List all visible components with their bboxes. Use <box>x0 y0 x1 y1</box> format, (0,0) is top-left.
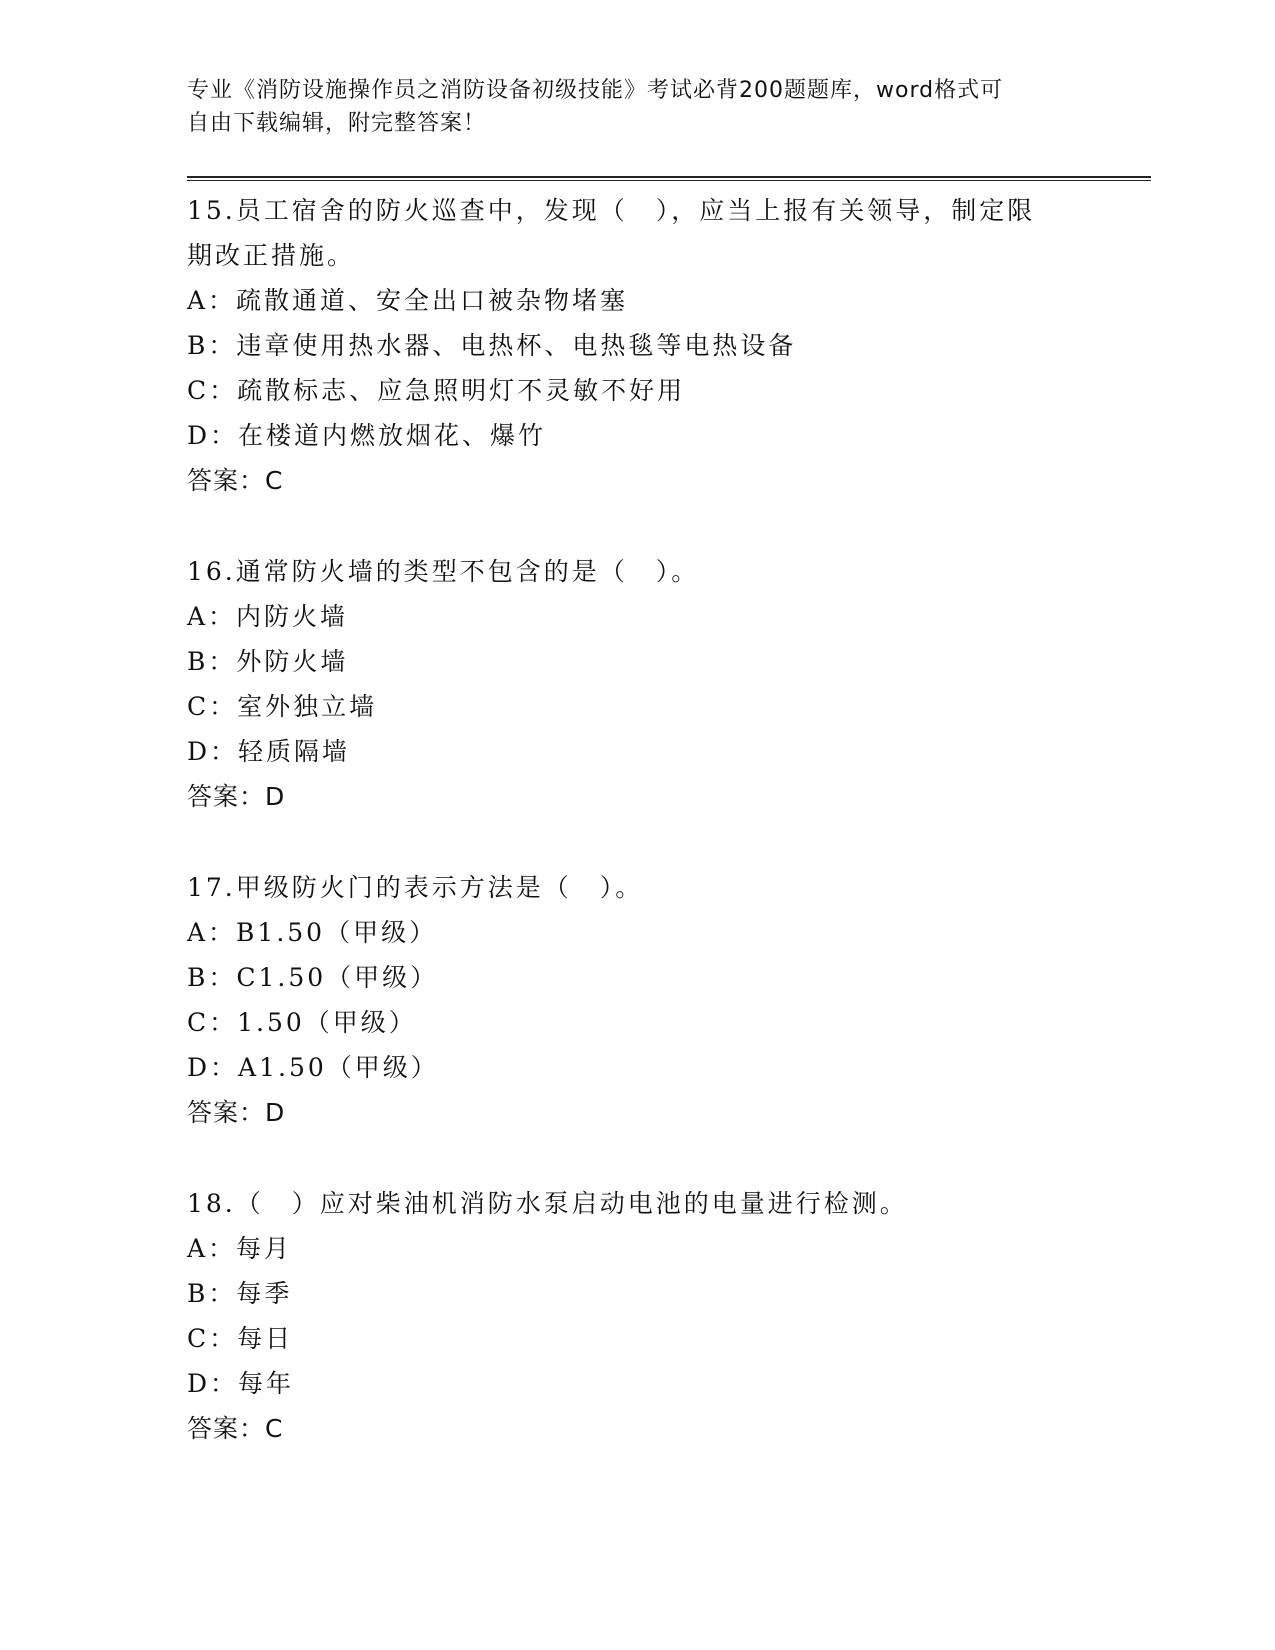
question-15 <box>187 188 1087 503</box>
answer: 答案：C <box>187 466 284 495</box>
option-b: B：违章使用热水器、电热杯、电热毯等电热设备 <box>187 331 797 360</box>
option-a: A：疏散通道、安全出口被杂物堵塞 <box>187 286 629 315</box>
question-stem-line: 18.（ ）应对柴油机消防水泵启动电池的电量进行检测。 <box>187 1189 908 1218</box>
option-d: D：每年 <box>187 1369 295 1398</box>
header-divider <box>187 176 1151 181</box>
question-16 <box>187 549 1087 819</box>
question-17 <box>187 865 1087 1135</box>
question-stem-line: 17.甲级防火门的表示方法是（ ）。 <box>187 873 644 902</box>
answer: 答案：D <box>187 782 286 811</box>
option-c: C：疏散标志、应急照明灯不灵敏不好用 <box>187 376 686 405</box>
option-c: C：1.50（甲级） <box>187 1008 417 1037</box>
option-d: D：轻质隔墙 <box>187 737 351 766</box>
answer: 答案：D <box>187 1098 286 1127</box>
option-b: B：C1.50（甲级） <box>187 963 439 992</box>
question-stem-line: 16.通常防火墙的类型不包含的是（ ）。 <box>187 557 700 586</box>
document-header <box>187 74 1067 140</box>
option-c: C：每日 <box>187 1324 294 1353</box>
option-b: B：每季 <box>187 1279 293 1308</box>
question-18 <box>187 1181 1087 1451</box>
question-stem-line: 15.员工宿舍的防火巡查中，发现（ ），应当上报有关领导，制定限 <box>187 196 1036 225</box>
option-b: B：外防火墙 <box>187 647 349 676</box>
option-a: A：B1.50（甲级） <box>187 918 438 947</box>
answer: 答案：C <box>187 1414 284 1443</box>
header-line-2: 自由下载编辑，附完整答案！ <box>187 111 487 136</box>
question-stem-line: 期改正措施。 <box>187 241 356 270</box>
option-c: C：室外独立墙 <box>187 692 378 721</box>
option-d: D：在楼道内燃放烟花、爆竹 <box>187 421 547 450</box>
option-d: D：A1.50（甲级） <box>187 1053 439 1082</box>
question-list <box>187 188 1087 1497</box>
option-a: A：每月 <box>187 1234 293 1263</box>
option-a: A：内防火墙 <box>187 602 349 631</box>
header-line-1: 专业《消防设施操作员之消防设备初级技能》考试必背200题题库，word格式可 <box>187 78 1004 103</box>
